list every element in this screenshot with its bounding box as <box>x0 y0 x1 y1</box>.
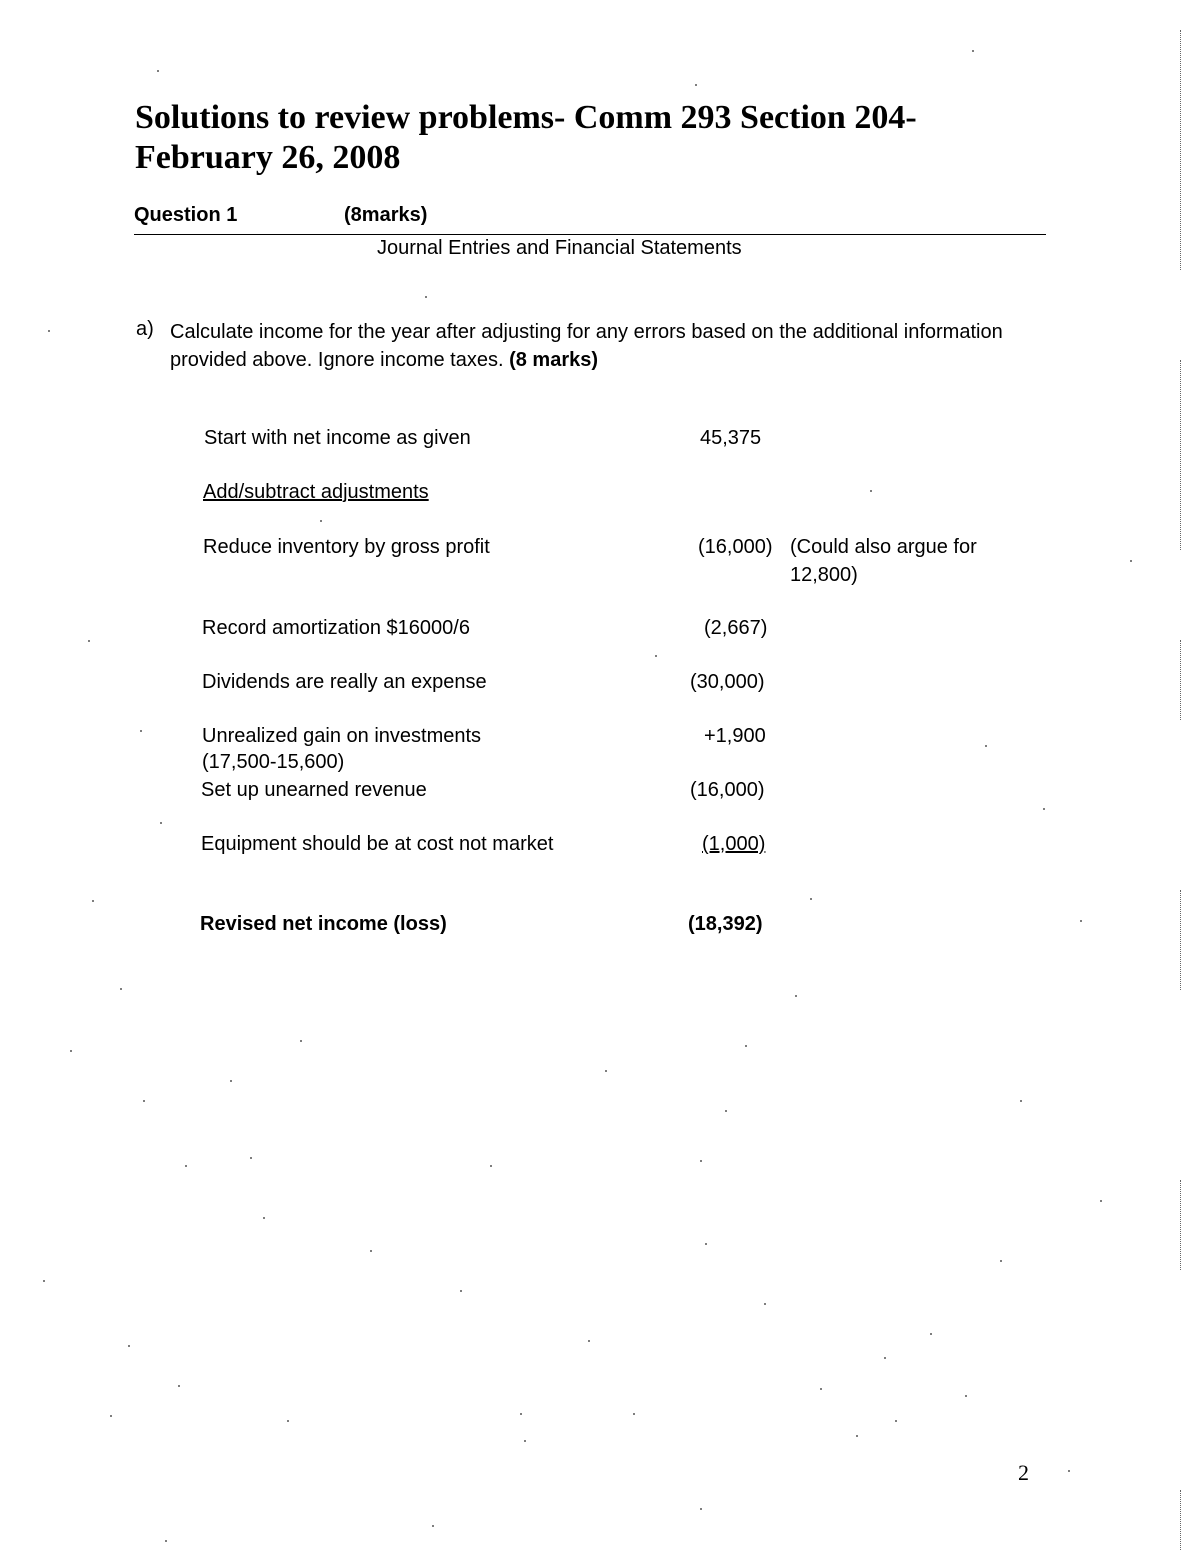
document-title: Solutions to review problems- Comm 293 Section 204- February 26, 2008 <box>135 99 917 176</box>
unrealized-gain-value: +1,900 <box>704 725 766 747</box>
equipment-label: Equipment should be at cost not market <box>201 833 554 855</box>
inventory-note: (Could also argue for 12,800) <box>790 536 977 586</box>
unearned-value: (16,000) <box>690 779 765 801</box>
revised-income-label: Revised net income (loss) <box>200 913 447 935</box>
unrealized-gain-calc: (17,500-15,600) <box>202 751 345 773</box>
question-marks: (8marks) <box>344 204 428 226</box>
question-header <box>134 204 1046 235</box>
inventory-value: (16,000) <box>698 536 773 558</box>
question-label: Question 1 <box>134 204 238 226</box>
adjustments-header: Add/subtract adjustments <box>203 481 429 503</box>
unrealized-gain-label: Unrealized gain on investments <box>202 725 482 747</box>
amortization-label: Record amortization $16000/6 <box>202 617 470 639</box>
dividends-value: (30,000) <box>690 671 765 693</box>
unearned-label: Set up unearned revenue <box>201 779 427 801</box>
start-label: Start with net income as given <box>204 427 471 449</box>
part-letter: a) <box>136 318 154 340</box>
equipment-value: (1,000) <box>702 833 766 855</box>
inventory-label: Reduce inventory by gross profit <box>203 536 490 558</box>
amortization-value: (2,667) <box>704 617 768 639</box>
part-text: Calculate income for the year after adjusting for any errors based on the additional information provided above. Ignore income taxes. <box>170 321 1003 371</box>
dividends-label: Dividends are really an expense <box>202 671 487 693</box>
start-value: 45,375 <box>700 427 762 449</box>
part-marks: (8 marks) <box>509 349 599 371</box>
part-instructions <box>170 318 1050 374</box>
question-subtitle: Journal Entries and Financial Statements <box>377 237 742 259</box>
page-number: 2 <box>1018 1460 1029 1485</box>
revised-income-value: (18,392) <box>688 913 763 935</box>
